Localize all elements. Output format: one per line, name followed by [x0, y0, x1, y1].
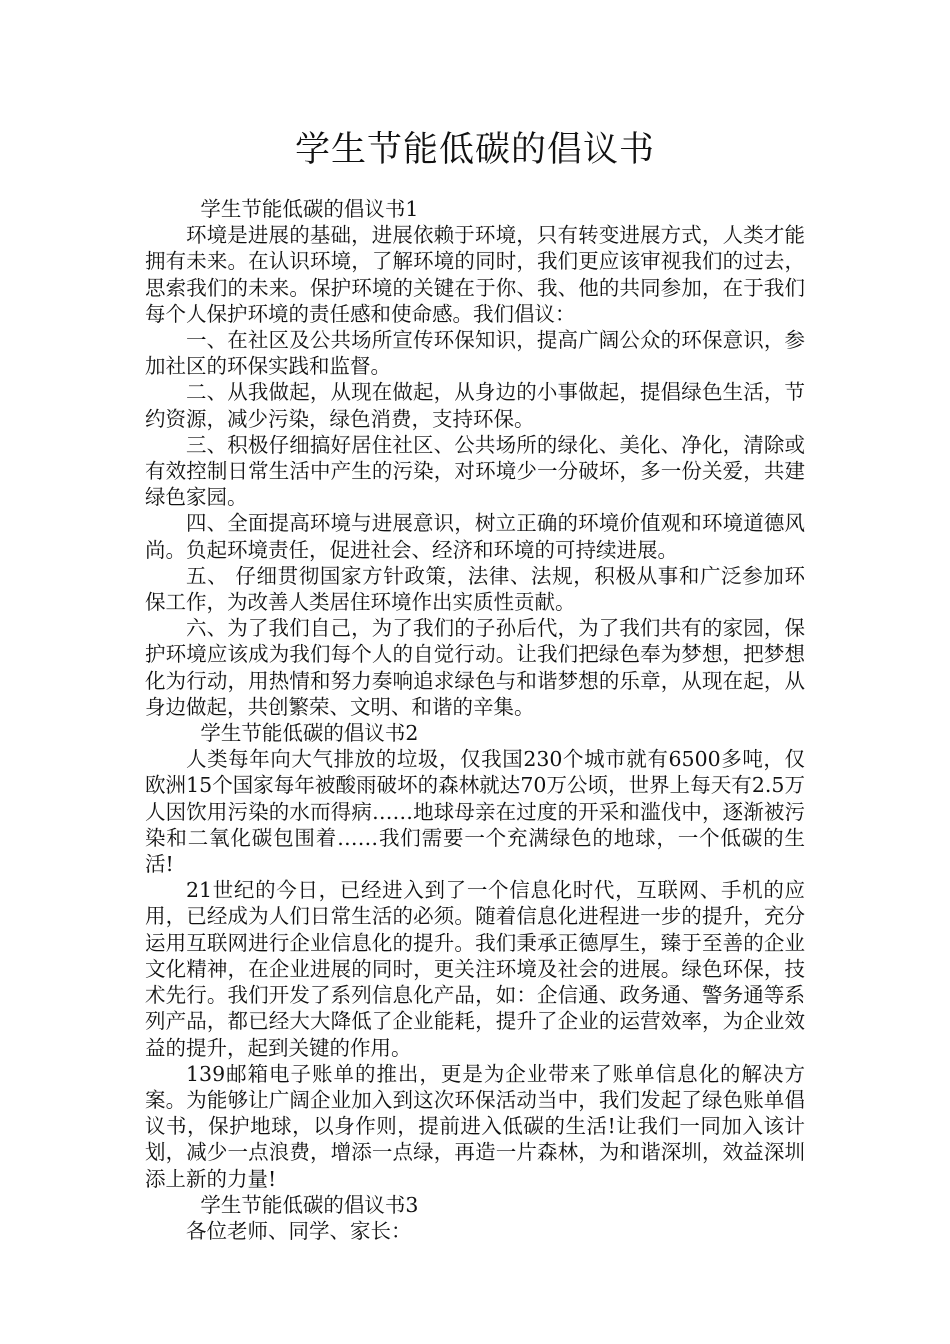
section-heading-2: 学生节能低碳的倡议书2: [200, 721, 419, 746]
paragraph-item-2: 二、从我做起，从现在做起，从身边的小事做起，提倡绿色生活，节约资源，减少污染，绿色消费，支持环保。: [145, 380, 805, 431]
paragraph-salutation: 各位老师、同学、家长：: [186, 1218, 412, 1243]
document-body: [145, 196, 805, 1244]
paragraph-item-5: 五、 仔细贯彻国家方针政策，法律、法规，积极从事和广泛参加环保工作，为改善人类居住环境作出实质性贡献。: [145, 563, 805, 615]
paragraph-intro: 环境是进展的基础，进展依赖于环境，只有转变进展方式，人类才能拥有未来。在认识环境，了解环境的同时，我们更应该审视我们的过去，思索我们的未来。保护环境的关键在于你、我、他的共同参加，在于我们每个人保护环境的责任感和使命感。我们倡议：: [145, 223, 805, 326]
paragraph-information-age: 21世纪的今日，已经进入到了一个信息化时代，互联网、手机的应用，已经成为人们日常生活的必须。随着信息化进程进一步的提升，充分运用互联网进行企业信息化的提升。我们秉承正德厚生，臻于至善的企业文化精神，在企业进展的同时，更关注环境及社会的进展。绿色环保，技术先行。我们开发了系列信息化产品，如：企信通、政务通、警务通等系列产品，都已经大大降低了企业能耗，提升了企业的运营效率，为企业效益的提升，起到关键的作用。: [145, 878, 805, 1060]
paragraph-item-1: 一、在社区及公共场所宣传环保知识，提高广阔公众的环保意识，参加社区的环保实践和监督。: [145, 328, 805, 379]
paragraph-pollution: 人类每年向大气排放的垃圾，仅我国230个城市就有6500多吨，仅欧洲15个国家每年被酸雨破坏的森林就达70万公顷，世界上每天有2.5万人因饮用污染的水而得病……地球母亲在过度的开采和滥伐中，逐渐被污染和二氧化碳包围着……我们需要一个充满绿色的地球，一个低碳的生活!: [145, 747, 805, 877]
paragraph-139-mailbox: 139邮箱电子账单的推出，更是为企业带来了账单信息化的解决方案。为能够让广阔企业加入到这次环保活动当中，我们发起了绿色账单倡议书，保护地球，以身作则，提前进入低碳的生活!让我们一同加入该计划，减少一点浪费，增添一点绿，再造一片森林，为和谐深圳，效益深圳添上新的力量!: [145, 1061, 805, 1191]
section-heading-1: 学生节能低碳的倡议书1: [200, 197, 419, 221]
section-heading-3: 学生节能低碳的倡议书3: [200, 1192, 419, 1217]
paragraph-item-3: 三、积极仔细搞好居住社区、公共场所的绿化、美化、净化，清除或有效控制日常生活中产生的污染，对环境少一分破坏，多一份关爱，共建绿色家园。: [145, 432, 805, 510]
document-title: 学生节能低碳的倡议书: [294, 130, 655, 170]
paragraph-item-4: 四、全面提高环境与进展意识，树立正确的环境价值观和环境道德风尚。负起环境责任，促进社会、经济和环境的可持续进展。: [145, 511, 805, 562]
paragraph-item-6: 六、为了我们自己，为了我们的子孙后代，为了我们共有的家园，保护环境应该成为我们每个人的自觉行动。让我们把绿色奉为梦想，把梦想化为行动，用热情和努力奏响追求绿色与和谐梦想的乐章，从现在起，从身边做起，共创繁荣、文明、和谐的辛集。: [145, 616, 805, 719]
